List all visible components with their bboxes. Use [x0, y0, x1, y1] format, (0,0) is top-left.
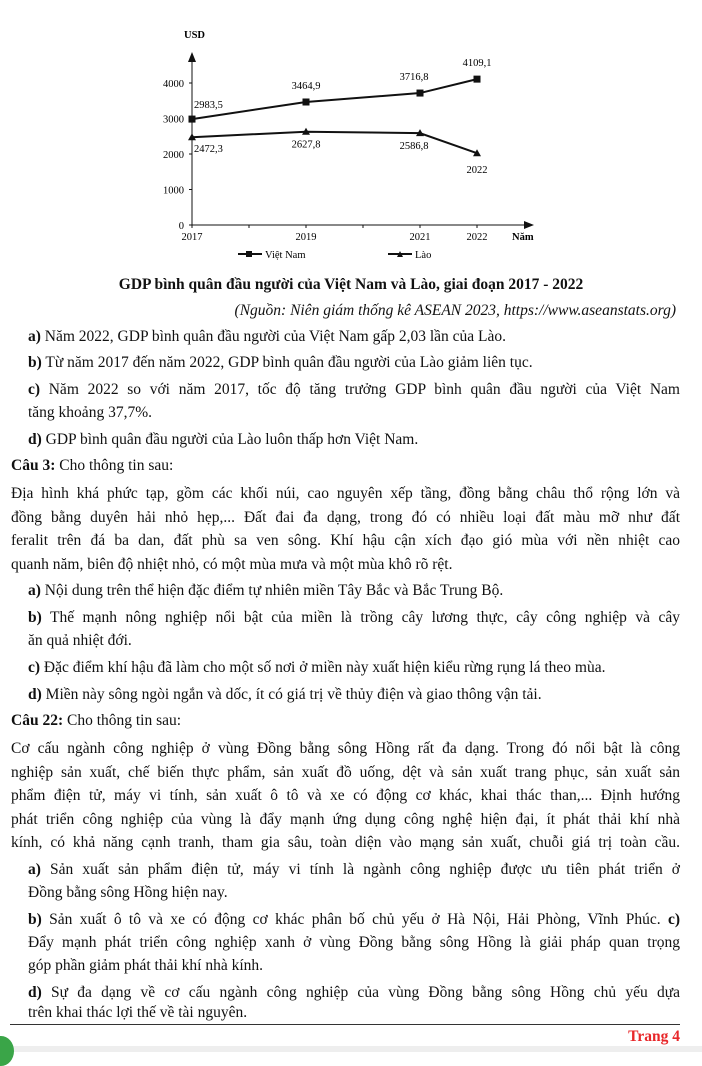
q22-statement-c-cont — [28, 955, 680, 977]
data-label-lao: 2472,3 — [194, 144, 223, 156]
legend-label-lao: Lào — [415, 250, 432, 261]
statement-text: Sản xuất sản phẩm điện tử, máy vi tính là ngành công nghiệp được ưu tiên phát triển ở — [40, 861, 680, 878]
data-point-viet-nam — [189, 116, 196, 123]
data-label-lao: 2586,8 — [399, 141, 429, 153]
y-tick-label: 3000 — [163, 114, 184, 126]
statement-text: Nội dung trên thể hiện đặc điểm tự nhiên miền Tây Bắc và Bắc Trung Bộ. — [40, 582, 504, 599]
q22-paragraph-line: phẩm điện tử, máy vi tính, sản xuất ô tô và xe có động cơ khác, khai thác than,... Định hướng — [11, 787, 680, 804]
y-tick-label: 0 — [178, 221, 184, 232]
q22-paragraph-line: phát triển công nghiệp của vùng là đẩy mạnh ứng dụng công nghệ hiện đại, ít phát thải khí nhà — [11, 811, 680, 828]
statement-text: góp phần giảm phát thải khí nhà kính. — [28, 957, 264, 974]
chart-source: (Nguồn: Niên giám thống kê ASEAN 2023, https://www.aseanstats.org) — [234, 302, 676, 319]
data-label-viet-nam: 4109,1 — [462, 58, 492, 70]
y-axis-title: USD — [184, 30, 206, 41]
x-axis-arrow — [524, 221, 534, 229]
green-corner-decoration — [0, 1036, 14, 1066]
statement-label: b) — [28, 354, 42, 371]
statement-label: c) — [28, 381, 41, 398]
statement-label: b) — [28, 609, 42, 626]
q3-statement-b — [28, 607, 680, 629]
data-label-lao: 2627,8 — [291, 139, 321, 151]
q22-statement-d — [28, 982, 680, 1004]
footer-divider — [10, 1024, 680, 1025]
statement-text: Đặc điểm khí hậu đã làm cho một số nơi ở miền này xuất hiện kiểu rừng rụng lá theo mùa. — [40, 659, 606, 676]
x-axis-title: Năm — [512, 232, 534, 243]
q22-statement-b — [28, 909, 680, 931]
y-tick-label: 4000 — [163, 79, 184, 90]
q3-paragraph-line: feralit trên đá ba dan, đất phù sa ven sông. Khí hậu cận xích đạo gió mùa với nền nhiệt cao — [11, 532, 680, 549]
q22-statement-c — [28, 932, 680, 954]
q22-paragraph-line: Cơ cấu ngành công nghiệp ở vùng Đồng bằng sông Hồng rất đa dạng. Trong đó nổi bật là công — [11, 740, 680, 757]
statement-text: tăng khoảng 37,7%. — [28, 404, 152, 421]
statement-b — [28, 352, 680, 374]
q3-paragraph-line: đồng bằng duyên hải nhỏ hẹp,... Đất đai đa dạng, trong đó có nhiều loại đất màu mỡ như đất — [11, 509, 680, 526]
statement-c — [28, 379, 680, 401]
statement-text: Sự đa dạng về cơ cấu ngành công nghiệp của vùng Đồng bằng sông Hồng chủ yếu dựa — [41, 984, 680, 1001]
q3-paragraph-line: quanh năm, biên độ nhiệt nhỏ, có một mùa mưa và một mùa khô rõ rệt. — [11, 556, 453, 573]
q3-statement-d — [28, 684, 680, 706]
question-prompt: Cho thông tin sau: — [63, 712, 182, 729]
statement-text: trên khai thác lợi thế về tài nguyên. — [28, 1004, 248, 1021]
q3-statement-b-cont — [28, 630, 680, 652]
chart-caption-title: GDP bình quân đầu người của Việt Nam và Lào, giai đoạn 2017 - 2022 — [118, 276, 584, 293]
statement-d — [28, 429, 680, 451]
series-line-lao — [192, 132, 477, 154]
statement-a — [28, 326, 680, 348]
q22-paragraph-line: nghiệp sản xuất, chế biến thực phẩm, sản xuất đồ uống, dệt và sản xuất trang phục, sản xuất sản — [11, 764, 680, 781]
legend-label-viet-nam: Việt Nam — [265, 250, 306, 261]
y-tick-label: 2000 — [163, 150, 184, 161]
q22-statement-d-cont — [28, 1002, 680, 1024]
statement-text: Đồng bằng sông Hồng hiện nay. — [28, 884, 228, 901]
q22-statement-a-cont — [28, 882, 680, 904]
q3-paragraph-line: Địa hình khá phức tạp, gồm các khối núi, cao nguyên xếp tầng, đồng bằng châu thổ rộng lớn và — [11, 485, 680, 502]
y-axis-arrow — [188, 52, 196, 62]
data-point-viet-nam — [417, 90, 424, 97]
statement-text: Từ năm 2017 đến năm 2022, GDP bình quân đầu người của Lào giảm liên tục. — [41, 354, 533, 371]
statement-text: Thế mạnh nông nghiệp nổi bật của miền là trồng cây lương thực, cây công nghiệp và cây — [41, 609, 680, 626]
statement-text: ăn quả nhiệt đới. — [28, 632, 132, 649]
footer-band — [0, 1046, 702, 1052]
statement-text: Miền này sông ngòi ngắn và dốc, ít có giá trị về thủy điện và giao thông vận tải. — [41, 686, 542, 703]
x-tick-label: 2021 — [409, 232, 431, 243]
x-tick-label: 2017 — [181, 232, 203, 243]
statement-label: c) — [28, 659, 41, 676]
x-tick-label: 2022 — [466, 232, 488, 243]
legend-marker-square — [246, 251, 252, 257]
y-tick-label: 1000 — [163, 185, 184, 197]
question-3-heading — [11, 455, 173, 477]
data-label-viet-nam: 2983,5 — [194, 100, 223, 112]
q22-statement-a — [28, 859, 680, 881]
statement-label: a) — [28, 582, 41, 599]
page-number: Trang 4 — [628, 1028, 680, 1045]
statement-label: c) — [667, 911, 680, 928]
question-22-heading — [11, 710, 181, 732]
q3-statement-c — [28, 657, 680, 679]
statement-label: d) — [28, 431, 42, 448]
data-point-viet-nam — [303, 98, 310, 105]
statement-label: a) — [28, 328, 41, 345]
series-line-viet-nam — [192, 79, 477, 119]
statement-text: Sản xuất ô tô và xe có động cơ khác phân bố chủ yếu ở Hà Nội, Hải Phòng, Vĩnh Phúc. — [41, 911, 668, 928]
data-point-viet-nam — [474, 76, 481, 83]
statement-text: Năm 2022 so với năm 2017, tốc độ tăng trưởng GDP bình quân đầu người của Việt Nam — [40, 381, 680, 398]
statement-label: d) — [28, 984, 42, 1001]
gdp-line-chart — [140, 20, 560, 270]
question-number: Câu 3: — [11, 457, 56, 474]
statement-label: d) — [28, 686, 42, 703]
question-number: Câu 22: — [11, 712, 64, 729]
data-label-viet-nam: 3716,8 — [399, 72, 429, 84]
chart-legend — [238, 250, 431, 261]
data-label-viet-nam: 3464,9 — [291, 80, 321, 92]
statement-c-cont — [28, 402, 680, 424]
statement-text: Năm 2022, GDP bình quân đầu người của Việt Nam gấp 2,03 lần của Lào. — [40, 328, 506, 345]
statement-label: b) — [28, 911, 42, 928]
x-tick-label: 2019 — [295, 232, 317, 243]
q3-statement-a — [28, 580, 680, 602]
q22-paragraph-line: kính, có khả năng cạnh tranh, tham gia sâu, toàn diện vào mạng sản xuất, chuỗi giá trị toàn cầu. — [11, 834, 680, 851]
data-label-lao: 2022 — [466, 165, 488, 177]
statement-text: Đẩy mạnh phát triển công nghiệp xanh ở vùng Đồng bằng sông Hồng là giải pháp quan trọng — [28, 934, 680, 951]
statement-label: a) — [28, 861, 41, 878]
statement-text: GDP bình quân đầu người của Lào luôn thấp hơn Việt Nam. — [41, 431, 419, 448]
question-prompt: Cho thông tin sau: — [55, 457, 174, 474]
